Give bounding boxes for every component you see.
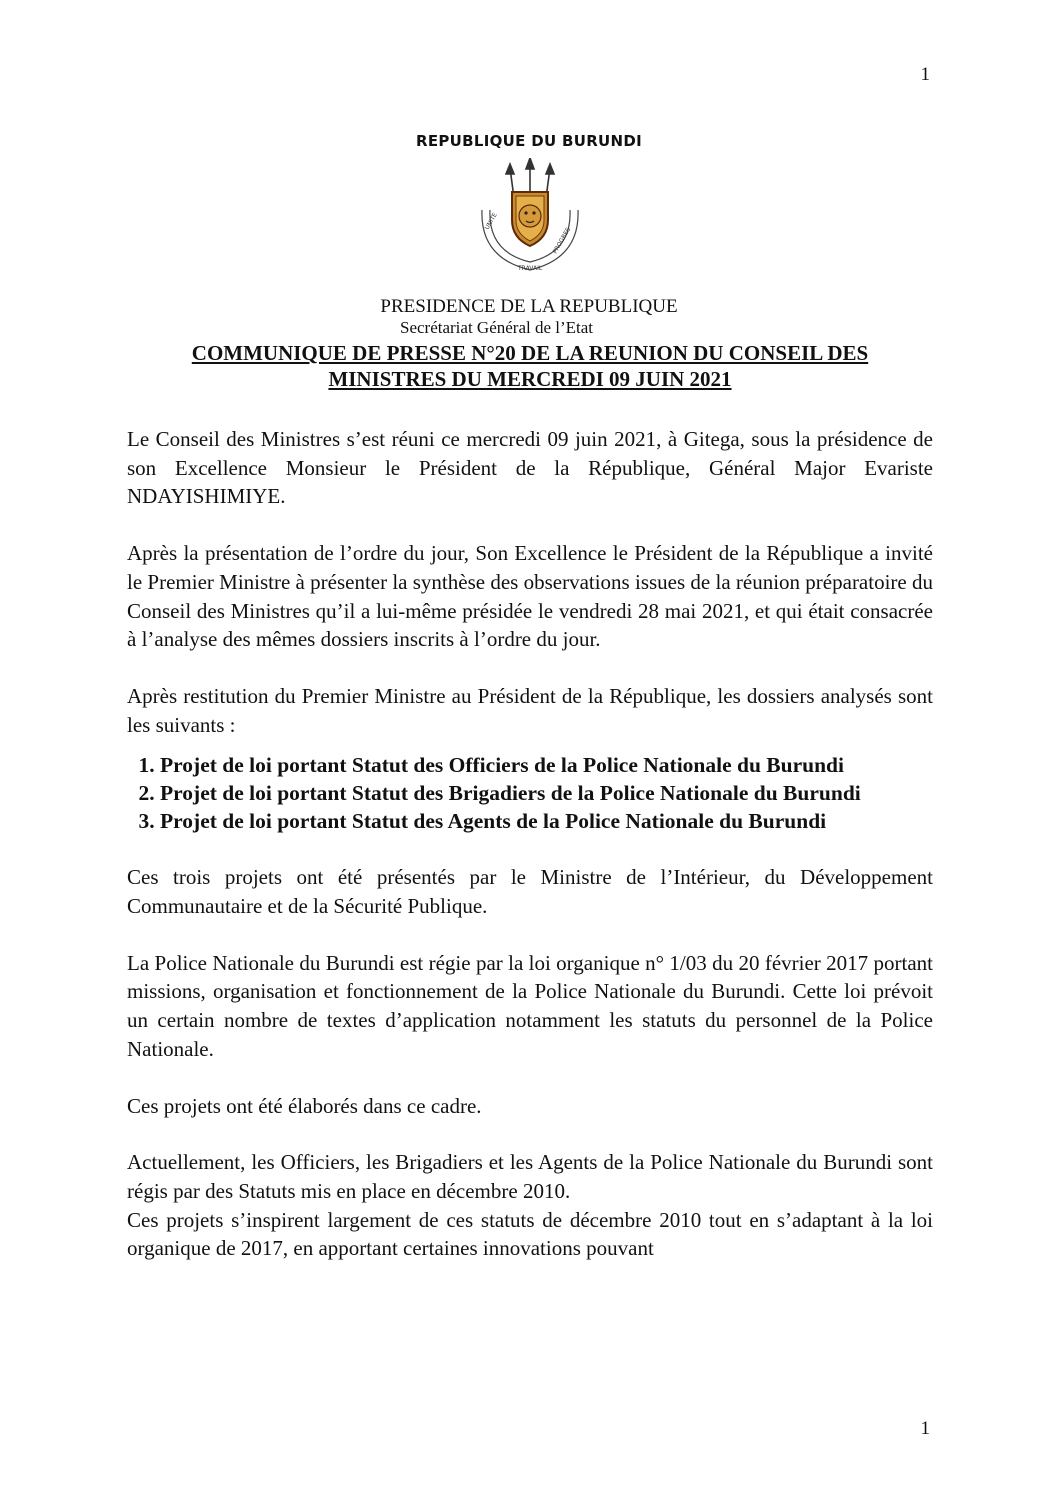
paragraph: Le Conseil des Ministres s’est réuni ce mercredi 09 juin 2021, à Gitega, sous la présidence de son Excellence Monsieur le Président de la République, Général Major Evariste NDAYISHIMIYE. [127,427,933,509]
page-number-bottom: 1 [920,1418,930,1439]
motto-progres: PROGRES [551,226,573,255]
title-line-2: MINISTRES DU MERCREDI 09 JUIN 2021 [328,367,732,391]
agenda-item: 2. Projet de loi portant Statut des Brigadiers de la Police Nationale du Burundi [160,779,933,807]
paragraph: Ces projets s’inspirent largement de ces statuts de décembre 2010 tout en s’adaptant à la loi organique de 2017, en apportant certaines innovations pouvant [127,1207,933,1261]
paragraph: Ces trois projets ont été présentés par le Ministre de l’Intérieur, du Développement Communautaire et de la Sécurité Publique. [127,865,933,919]
department-heading: Secrétariat Général de l’Etat [400,318,594,337]
paragraph: Ces projets ont été élaborés dans ce cadre. [127,1093,482,1118]
paragraph: Actuellement, les Officiers, les Brigadiers et les Agents de la Police Nationale du Burundi sont régis par des Statuts mis en place en décembre 2010. [127,1150,933,1203]
paragraph: La Police Nationale du Burundi est régie par la loi organique n° 1/03 du 20 février 2017 portant missions, organisation et fonctionnement de la Police Nationale du Burundi. Cette loi prévoit un certain nombre de textes d’application notamment les statuts du personnel de la Police Nationale. [127,950,933,1061]
paragraph: Après la présentation de l’ordre du jour, Son Excellence le Président de la République a invité le Premier Ministre à présenter la synthèse des observations issues de la réunion préparatoire du Conseil des Ministres qu’il a lui-même présidée le vendredi 28 mai 2021, et qui était consacrée à l’analyse des mêmes dossiers inscrits à l’ordre du jour. [127,541,933,652]
institution-heading: PRESIDENCE DE LA REPUBLIQUE [380,296,678,317]
country-heading: REPUBLIQUE DU BURUNDI [415,132,643,150]
paragraph: Après restitution du Premier Ministre au Président de la République, les dossiers analysés sont les suivants : [127,683,933,737]
page-number-top: 1 [920,64,930,85]
motto-unite: UNITE [483,211,499,231]
agenda-item: 3. Projet de loi portant Statut des Agents de la Police Nationale du Burundi [160,807,933,835]
press-release-title [110,340,950,392]
document-body [127,425,933,1263]
motto-travail: TRAVAIL [518,265,543,272]
title-line-1: COMMUNIQUE DE PRESSE N°20 DE LA REUNION DU CONSEIL DES [191,341,869,365]
coat-of-arms-icon [470,158,590,288]
agenda-item: 1. Projet de loi portant Statut des Officiers de la Police Nationale du Burundi [160,751,933,779]
agenda-list [127,751,933,835]
